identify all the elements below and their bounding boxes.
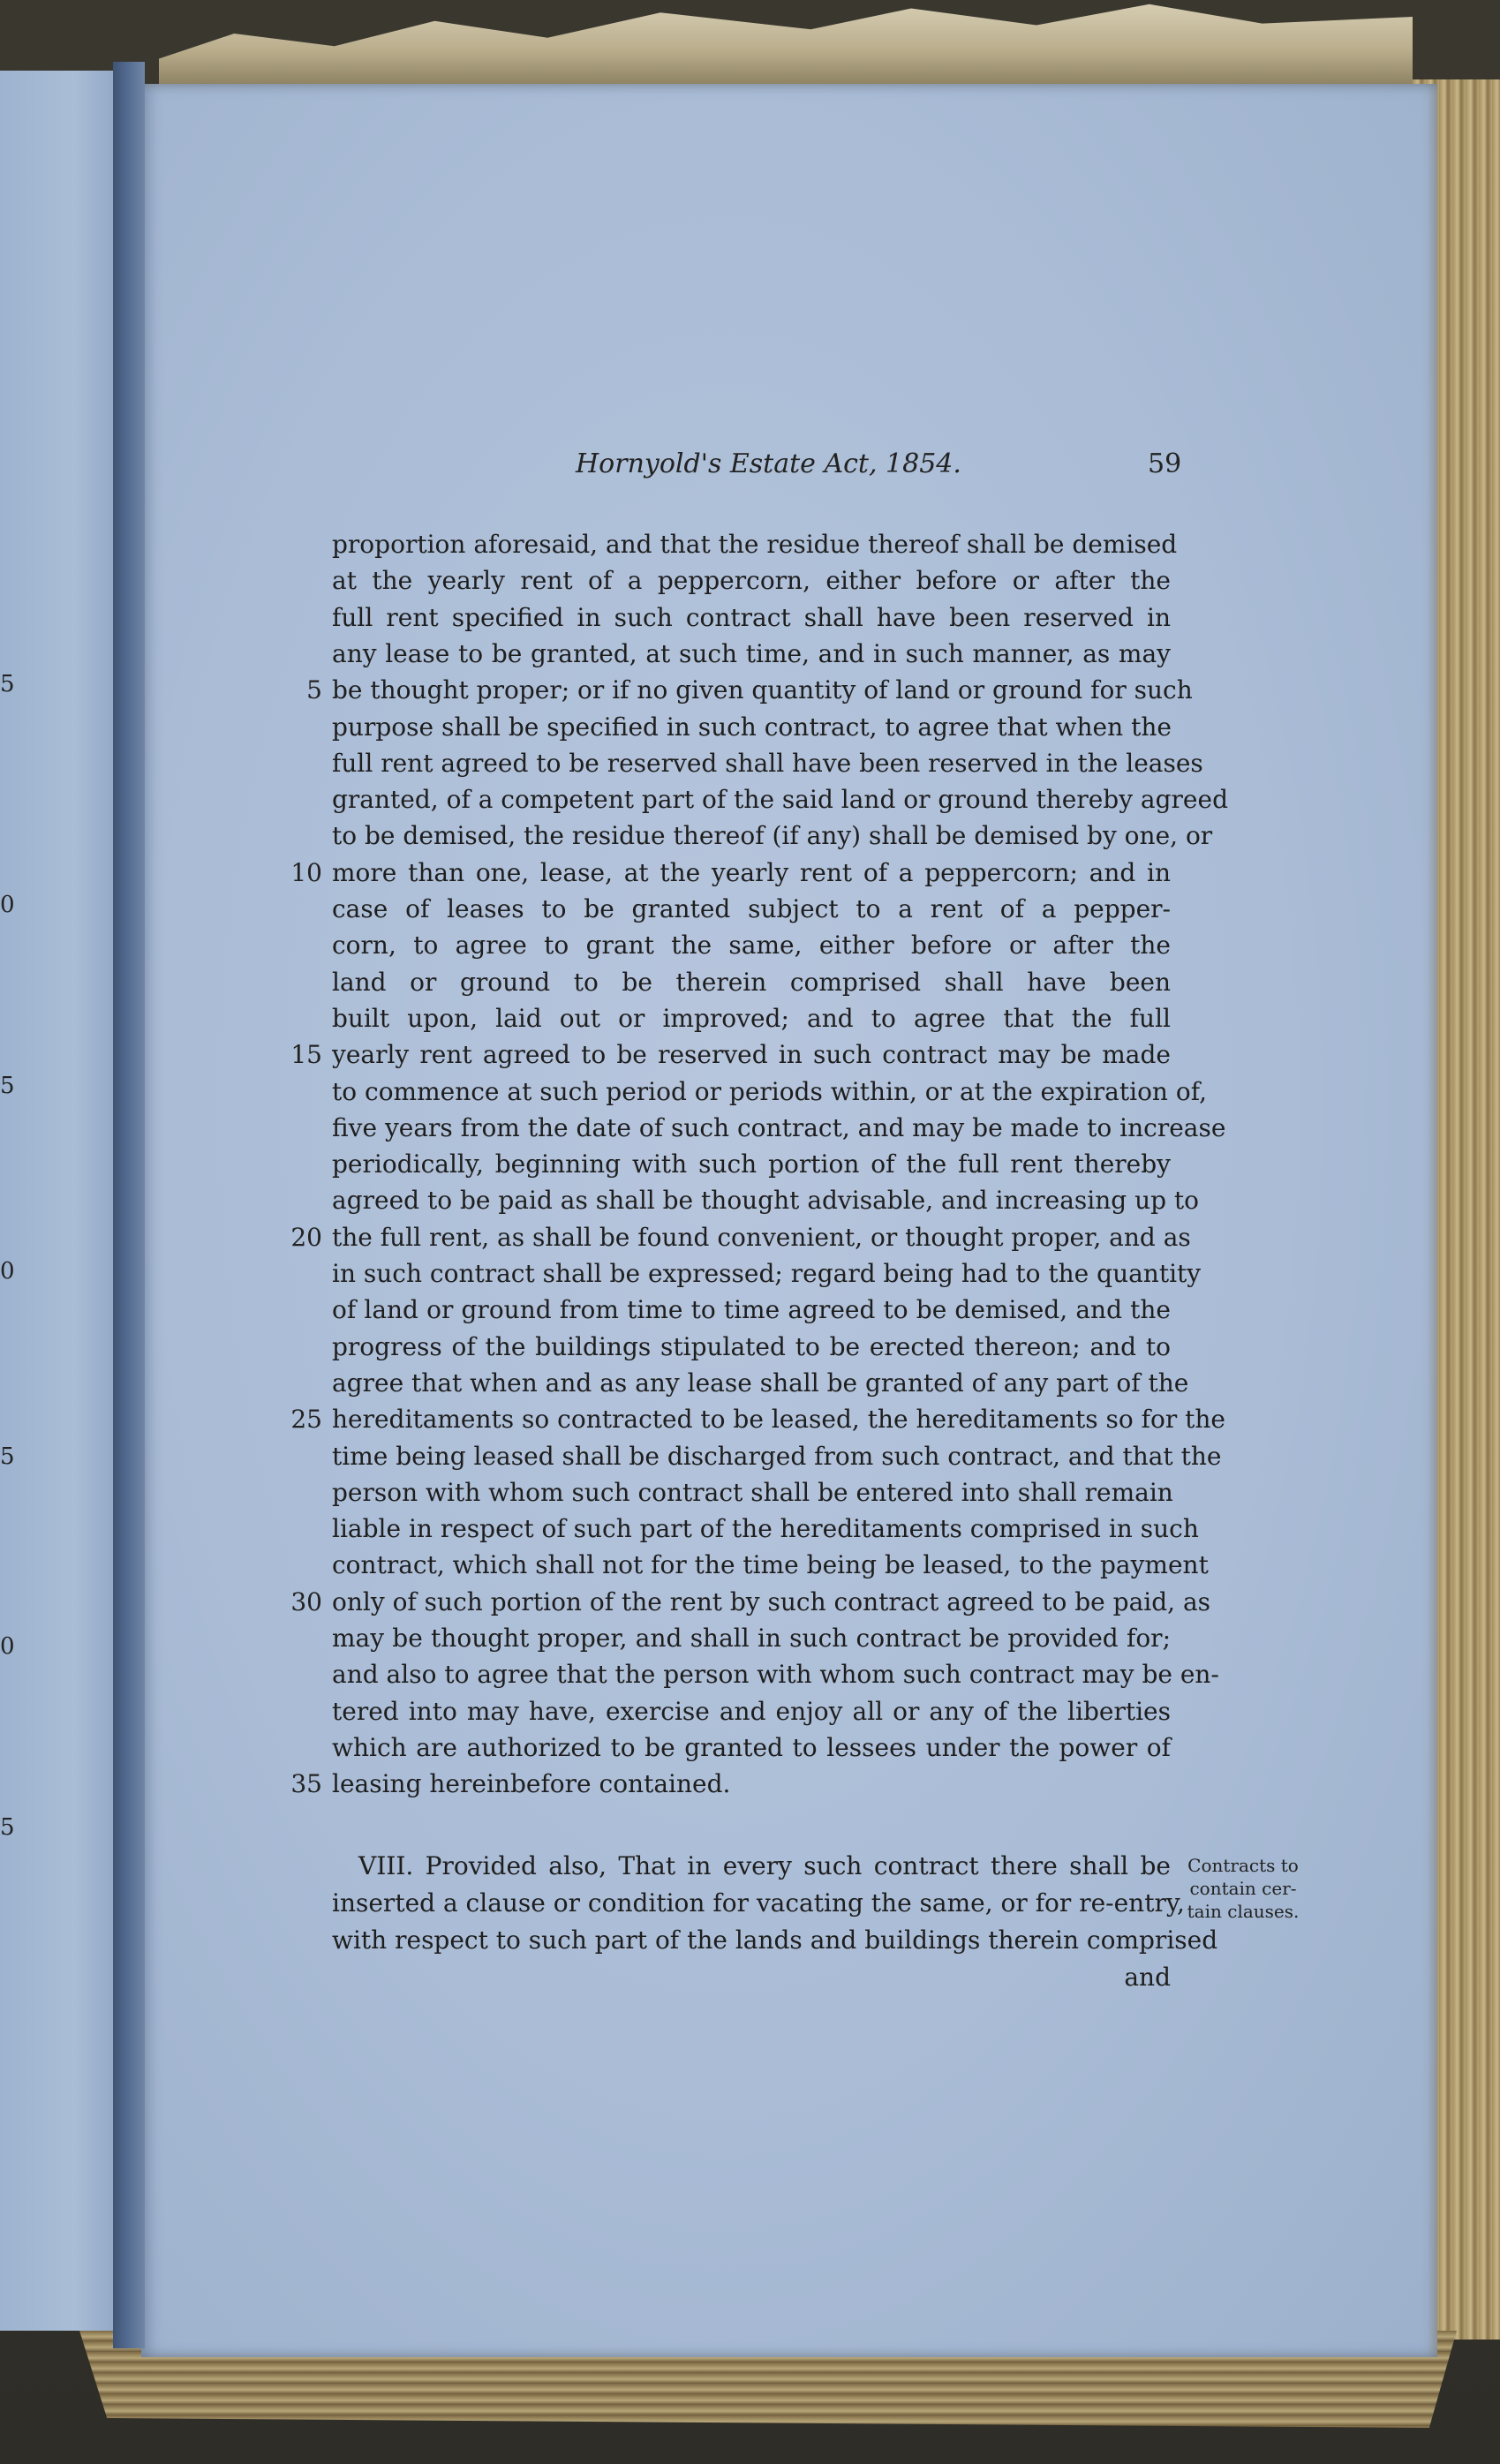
text-line: purpose shall be specified in such contract, to agree that when the	[332, 712, 1172, 742]
left-margin-number: 5	[0, 1443, 15, 1470]
side-note	[1181, 1854, 1305, 1923]
text-line: at the yearly rent of a peppercorn, either before or after the	[332, 566, 1171, 595]
text-line: and also to agree that the person with whom such contract may be en-	[332, 1660, 1219, 1689]
text-line: land or ground to be therein comprised shall have been	[332, 968, 1171, 997]
text-line: person with whom such contract shall be entered into shall remain	[332, 1478, 1173, 1507]
left-margin-number: 5	[0, 1814, 15, 1841]
line-number: 5	[306, 675, 322, 705]
page-number: 59	[1148, 448, 1182, 479]
text-line: leasing hereinbefore contained.	[332, 1769, 731, 1798]
left-margin-number: 5	[0, 1073, 15, 1099]
text-line: may be thought proper, and shall in such contract be provided for;	[332, 1624, 1171, 1653]
text-line: full rent agreed to be reserved shall have been reserved in the leases	[332, 749, 1203, 778]
text-line: agree that when and as any lease shall be granted of any part of the	[332, 1368, 1189, 1398]
text-line: time being leased shall be discharged from such contract, and that the	[332, 1442, 1222, 1471]
text-line: hereditaments so contracted to be leased, the hereditaments so for the	[332, 1405, 1226, 1434]
line-number: 15	[290, 1040, 322, 1069]
left-margin-number: 0	[0, 1258, 15, 1285]
text-line: periodically, beginning with such portion of the full rent thereby	[332, 1149, 1171, 1179]
text-line: be thought proper; or if no given quantity of land or ground for such	[332, 675, 1193, 705]
text-line: built upon, laid out or improved; and to agree that the full	[332, 1004, 1171, 1033]
text-line: progress of the buildings stipulated to be erected thereon; and to	[332, 1332, 1171, 1361]
running-title: Hornyold's Estate Act, 1854.	[576, 448, 961, 479]
book-gutter	[113, 62, 145, 2348]
text-line: any lease to be granted, at such time, and in such manner, as may	[332, 639, 1171, 668]
text-line: more than one, lease, at the yearly rent of a peppercorn; and in	[332, 858, 1171, 887]
text-line: of land or ground from time to time agreed to be demised, and the	[332, 1295, 1171, 1324]
text-line: yearly rent agreed to be reserved in such contract may be made	[332, 1040, 1171, 1069]
page-header	[565, 448, 1183, 487]
line-number: 30	[290, 1587, 322, 1616]
text-line: tered into may have, exercise and enjoy all or any of the liberties	[332, 1697, 1171, 1726]
text-line: the full rent, as shall be found convenient, or thought proper, and as	[332, 1223, 1191, 1252]
section-heading-line: VIII. Provided also, That in every such contract there shall be	[358, 1851, 1171, 1880]
side-note-line: Contracts to	[1187, 1855, 1299, 1876]
side-note-line: tain clauses.	[1187, 1901, 1300, 1922]
section-text-line: with respect to such part of the lands and buildings therein comprised	[332, 1925, 1218, 1955]
text-line: full rent specified in such contract shall have been reserved in	[332, 603, 1171, 632]
side-note-line: contain cer-	[1189, 1878, 1297, 1899]
text-line: which are authorized to be granted to lessees under the power of	[332, 1733, 1171, 1762]
line-number: 20	[290, 1223, 322, 1252]
text-line: five years from the date of such contract, and may be made to increase	[332, 1113, 1226, 1142]
text-line: proportion aforesaid, and that the residue thereof shall be demised	[332, 530, 1178, 559]
text-line: corn, to agree to grant the same, either before or after the	[332, 931, 1171, 960]
left-margin-number: 0	[0, 892, 15, 918]
text-line: granted, of a competent part of the said land or ground thereby agreed	[332, 785, 1228, 814]
section-text-line: inserted a clause or condition for vacating the same, or for re-entry,	[332, 1888, 1185, 1918]
text-line: to commence at such period or periods within, or at the expiration of,	[332, 1077, 1207, 1106]
text-line: liable in respect of such part of the hereditaments comprised in such	[332, 1514, 1199, 1543]
line-number: 25	[290, 1405, 322, 1434]
text-line: contract, which shall not for the time being be leased, to the payment	[332, 1550, 1209, 1579]
left-margin-number: 5	[0, 671, 15, 697]
left-margin-number: 0	[0, 1633, 15, 1660]
text-line: only of such portion of the rent by such contract agreed to be paid, as	[332, 1587, 1211, 1616]
text-line: in such contract shall be expressed; regard being had to the quantity	[332, 1259, 1202, 1288]
text-line: agreed to be paid as shall be thought advisable, and increasing up to	[332, 1186, 1200, 1215]
text-line: to be demised, the residue thereof (if any) shall be demised by one, or	[332, 821, 1213, 850]
line-number: 10	[290, 858, 322, 887]
section-text-line: and	[1124, 1963, 1171, 1992]
text-line: case of leases to be granted subject to a rent of a pepper-	[332, 894, 1171, 923]
line-number: 35	[290, 1769, 322, 1798]
left-page-edge	[0, 71, 124, 2331]
